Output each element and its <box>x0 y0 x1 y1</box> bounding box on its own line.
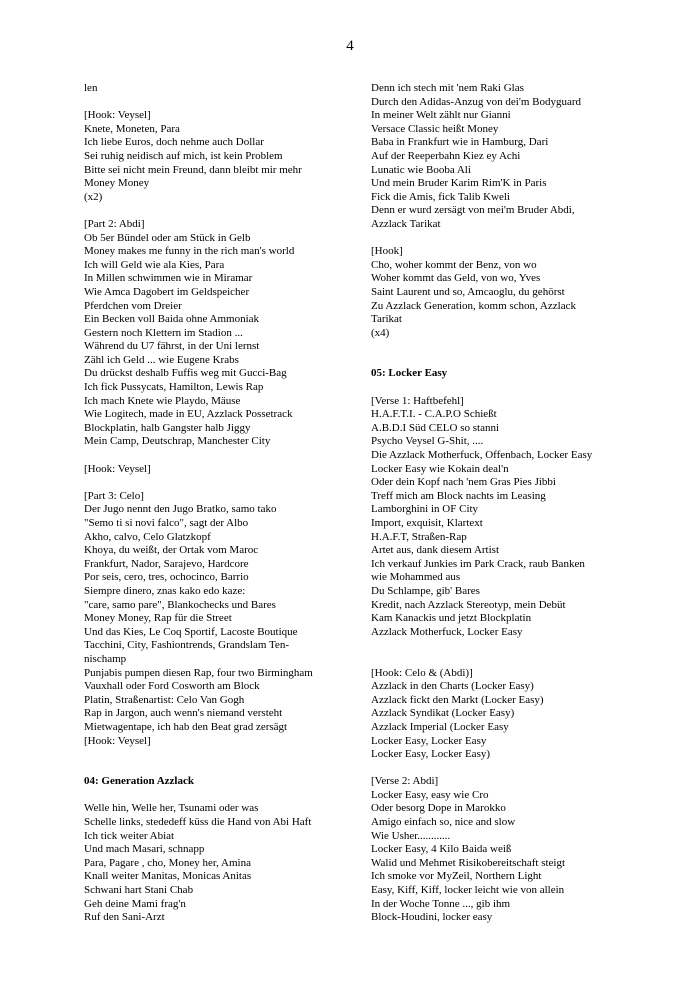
text-line: Und das Kies, Le Coq Sportif, Lacoste Boutique <box>84 625 298 638</box>
text-line: Money makes me funny in the rich man's world <box>84 245 295 258</box>
text-line: [Hook: Celo & (Abdi)] <box>371 666 473 679</box>
text-line: In der Woche Tonne ..., gib ihm <box>371 897 511 910</box>
text-line: Azzlack fickt den Markt (Locker Easy) <box>371 693 544 706</box>
text-line: Durch den Adidas-Anzug von dei'm Bodyguard <box>371 95 582 108</box>
text-line: [Hook] <box>371 245 403 258</box>
text-line: Ein Becken voll Baida ohne Ammoniak <box>84 313 260 326</box>
text-line: Walid und Mehmet Risikobereitschaft steigt <box>371 856 566 869</box>
text-line: Akho, calvo, Celo Glatzkopf <box>84 530 211 543</box>
text-line: Lamborghini in OF City <box>371 503 479 516</box>
text-line: Ich tick weiter Abiat <box>84 829 175 842</box>
text-line: Blockplatin, halb Gangster halb Jiggy <box>84 421 251 434</box>
text-line: Psycho Veysel G-Shit, .... <box>371 435 484 448</box>
text-line: [Part 3: Celo] <box>84 489 144 502</box>
text-line: Ich liebe Euros, doch nehme auch Dollar <box>84 136 264 149</box>
text-line: Azzlack Motherfuck, Locker Easy <box>371 625 523 638</box>
blank-line <box>371 381 651 395</box>
blank-line <box>84 748 354 762</box>
text-line: Mietwagentape, ich hab den Beat grad zersägt <box>84 720 288 733</box>
text-line: Auf der Reeperbahn Kiez ey Achi <box>371 149 521 162</box>
text-line: [Part 2: Abdi] <box>84 217 145 230</box>
text-line: Treff mich am Block nachts im Leasing <box>371 489 546 502</box>
text-line: (x2) <box>84 190 103 203</box>
text-line: Der Jugo nennt den Jugo Bratko, samo tako <box>84 503 277 516</box>
text-line: Du drückst deshalb Fuffis weg mit Gucci-Bag <box>84 367 287 380</box>
text-line: Azzlack Syndikat (Locker Easy) <box>371 707 515 720</box>
text-line: Vauxhall oder Ford Cosworth am Block <box>84 680 260 693</box>
text-line: [Hook: Veysel] <box>84 734 151 747</box>
text-line: Und mach Masari, schnapp <box>84 843 205 856</box>
page-number: 4 <box>346 38 354 54</box>
text-line: Amigo einfach so, nice and slow <box>371 816 516 829</box>
text-line: Ich verkauf Junkies im Park Crack, raub Banken <box>371 557 585 570</box>
text-line: Und mein Bruder Karim Rim'K in Paris <box>371 177 547 190</box>
text-line: Locker Easy wie Kokain deal'n <box>371 462 509 475</box>
text-line: Azzlack Tarikat <box>371 217 441 230</box>
text-line: Welle hin, Welle her, Tsunami oder was <box>84 802 259 815</box>
text-line: Fick die Amis, fick Talib Kweli <box>371 190 510 203</box>
text-line: Wie Logitech, made in EU, Azzlack Possetrack <box>84 408 293 421</box>
text-line: Locker Easy, Locker Easy) <box>371 748 491 761</box>
blank-line <box>371 762 651 776</box>
text-line: H.A.F.T.I. - C.A.P.O Schießt <box>371 408 497 421</box>
text-line: Kredit, nach Azzlack Stereotyp, mein Debüt <box>371 598 566 611</box>
text-line: Sei ruhig neidisch auf mich, ist kein Problem <box>84 149 283 162</box>
text-line: Block-Houdini, locker easy <box>371 911 493 924</box>
text-line: Rap in Jargon, auch wenn's niemand versteht <box>84 707 283 720</box>
text-line: Woher kommt das Geld, von wo, Yves <box>371 272 541 285</box>
text-line: Denn er wurd zersägt von mei'm Bruder Abdi, <box>371 204 575 217</box>
text-line: Wie Amca Dagobert im Geldspeicher <box>84 285 250 298</box>
blank-line <box>84 476 354 490</box>
blank-line <box>371 653 651 667</box>
text-line: Knete, Moneten, Para <box>84 122 180 135</box>
text-line: Ruf den Sani-Arzt <box>84 911 165 924</box>
text-line: Oder dein Kopf nach 'nem Gras Pies Jibbi <box>371 476 556 489</box>
text-line: [Verse 2: Abdi] <box>371 775 439 788</box>
section-heading: 04: Generation Azzlack <box>84 775 194 788</box>
text-line: len <box>84 82 98 94</box>
text-line: Ich will Geld wie ala Kies, Para <box>84 258 225 271</box>
text-line: Ich mach Knete wie Playdo, Mäuse <box>84 394 241 407</box>
text-line: In meiner Welt zählt nur Gianni <box>371 109 511 122</box>
text-line: [Hook: Veysel] <box>84 462 151 475</box>
text-line: Schwani hart Stani Chab <box>84 884 194 897</box>
text-line: Schelle links, stededeff küss die Hand von Abi Haft <box>84 816 312 829</box>
text-line: Zu Azzlack Generation, komm schon, Azzlack <box>371 299 576 312</box>
text-line: Tarikat <box>371 313 402 326</box>
text-line: Locker Easy, Locker Easy <box>371 734 487 747</box>
text-line: Locker Easy, 4 Kilo Baida weiß <box>371 843 512 856</box>
text-line: A.B.D.I Süd CELO so stanni <box>371 421 500 434</box>
text-line: Oder besorg Dope in Marokko <box>371 802 506 815</box>
text-line: Punjabis pumpen diesen Rap, four two Birmingham <box>84 666 313 679</box>
text-line: Para, Pagare , cho, Money her, Amina <box>84 856 251 869</box>
blank-line <box>371 340 651 354</box>
text-line: Artet aus, dank diesem Artist <box>371 544 500 557</box>
blank-line <box>84 96 354 110</box>
left-column <box>84 82 354 925</box>
blank-line <box>84 789 354 803</box>
text-line: wie Mohammed aus <box>371 571 461 584</box>
text-line: Khoya, du weißt, der Ortak vom Maroc <box>84 544 259 557</box>
text-line: Por seis, cero, tres, ochocinco, Barrio <box>84 571 249 584</box>
right-column <box>371 82 651 925</box>
text-line: Bitte sei nicht mein Freund, dann bleibt mir mehr <box>84 163 302 176</box>
text-line: Pferdchen vom Dreier <box>84 299 182 312</box>
blank-line <box>84 762 354 776</box>
text-line: Frankfurt, Nador, Sarajevo, Hardcore <box>84 557 249 570</box>
text-line: Denn ich stech mit 'nem Raki Glas <box>371 82 524 94</box>
text-line: nischamp <box>84 652 127 665</box>
blank-line <box>84 204 354 218</box>
text-line: Kam Kanackis und jetzt Blockplatin <box>371 612 532 625</box>
text-line: Saint Laurent und so, Amcaoglu, du gehörst <box>371 285 565 298</box>
text-line: In Millen schwimmen wie in Miramar <box>84 272 253 285</box>
text-line: [Verse 1: Haftbefehl] <box>371 394 464 407</box>
text-line: Baba in Frankfurt wie in Hamburg, Dari <box>371 136 549 149</box>
text-line: Money Money, Rap für die Street <box>84 612 232 625</box>
text-line: H.A.F.T, Straßen-Rap <box>371 530 467 543</box>
text-line: Easy, Kiff, Kiff, locker leicht wie von allein <box>371 884 565 897</box>
text-line: Die Azzlack Motherfuck, Offenbach, Locker Easy <box>371 449 593 462</box>
text-line: Während du U7 fährst, in der Uni lernst <box>84 340 260 353</box>
text-line: Cho, woher kommt der Benz, von wo <box>371 258 537 271</box>
text-line: Gestern noch Klettern im Stadion ... <box>84 326 243 339</box>
text-line: Knall weiter Manitas, Monicas Anitas <box>84 870 252 883</box>
text-line: "Semo ti si novi falco", sagt der Albo <box>84 517 249 529</box>
blank-line <box>371 354 651 368</box>
text-line: Platin, Straßenartist: Celo Van Gogh <box>84 693 245 706</box>
text-line: Zähl ich Geld ... wie Eugene Krabs <box>84 353 239 366</box>
text-line: Wie Usher............ <box>371 829 451 842</box>
text-line: Ich fick Pussycats, Hamilton, Lewis Rap <box>84 381 264 394</box>
blank-line <box>371 232 651 246</box>
text-line: [Hook: Veysel] <box>84 109 151 122</box>
blank-line <box>371 639 651 653</box>
text-line: Azzlack Imperial (Locker Easy <box>371 720 509 733</box>
text-line: Geh deine Mami frag'n <box>84 897 186 910</box>
text-line: Ich smoke vor MyZeil, Northern Light <box>371 870 542 883</box>
text-line: "care, samo pare", Blankochecks und Bares <box>84 598 276 611</box>
text-line: Import, exquisit, Klartext <box>371 517 483 529</box>
text-line: Du Schlampe, gib' Bares <box>371 584 480 597</box>
text-line: Mein Camp, Deutschrap, Manchester City <box>84 435 271 448</box>
text-line: Azzlack in den Charts (Locker Easy) <box>371 680 534 693</box>
text-line: Locker Easy, easy wie Cro <box>371 788 489 801</box>
text-line: Lunatic wie Booba Ali <box>371 163 471 176</box>
blank-line <box>84 449 354 463</box>
text-line: Ob 5er Bündel oder am Stück in Gelb <box>84 231 251 244</box>
text-line: (x4) <box>371 326 390 339</box>
text-line: Versace Classic heißt Money <box>371 122 499 135</box>
section-heading: 05: Locker Easy <box>371 367 448 380</box>
text-line: Money Money <box>84 177 150 190</box>
text-line: Siempre dinero, znas kako edo kaze: <box>84 584 246 597</box>
text-line: Tacchini, City, Fashiontrends, Grandslam Ten- <box>84 639 289 652</box>
